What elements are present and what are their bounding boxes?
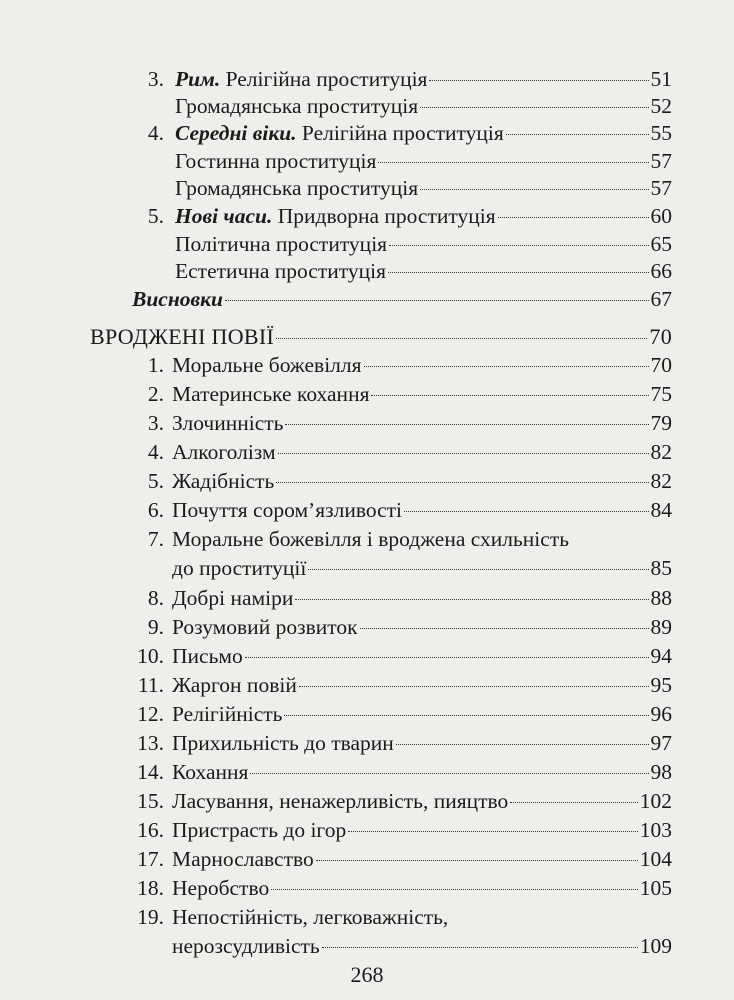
- dot-leader: [420, 107, 648, 108]
- toc-entry: [0, 757, 734, 787]
- toc-entry: [0, 118, 734, 148]
- entry-page: 57: [650, 149, 672, 173]
- toc-entry: [0, 256, 734, 286]
- entry-page: 55: [650, 121, 672, 145]
- entry-number: 17.: [137, 847, 164, 871]
- dot-leader: [299, 686, 649, 687]
- dot-leader: [308, 569, 648, 570]
- entry-number: 7.: [147, 527, 164, 551]
- toc-entry: [0, 173, 734, 203]
- entry-page: 75: [650, 382, 672, 406]
- entry-number: 3.: [147, 411, 164, 435]
- entry-number: 8.: [147, 586, 164, 610]
- entry-title-continuation: до проституції: [172, 556, 307, 580]
- entry-title: Прихильність до тварин: [172, 731, 394, 755]
- entry-title: Гостинна проституція: [175, 149, 377, 173]
- dot-leader: [510, 802, 637, 803]
- toc-entry: [0, 201, 734, 231]
- dot-leader: [271, 889, 638, 890]
- entry-page: 98: [650, 760, 672, 784]
- entry-page: 97: [650, 731, 672, 755]
- section-title: ВРОДЖЕНІ ПОВІЇ: [90, 324, 275, 349]
- entry-page: 52: [650, 94, 672, 118]
- section-page: 70: [649, 324, 672, 349]
- entry-emphasis: Нові часи.: [175, 204, 273, 228]
- entry-title: Непостійність, легковажність,: [172, 905, 449, 929]
- toc-entry: [0, 902, 734, 932]
- dot-leader: [250, 773, 648, 774]
- page-number: 268: [350, 962, 384, 987]
- toc-entry: [0, 583, 734, 613]
- entry-emphasis: Висновки: [132, 287, 223, 311]
- entry-number: 3.: [147, 67, 164, 91]
- dot-leader: [429, 80, 648, 81]
- toc-entry: [0, 524, 734, 554]
- entry-page: 65: [650, 232, 672, 256]
- entry-title: Пристрасть до ігор: [172, 818, 347, 842]
- toc-entry-continuation: [0, 931, 734, 961]
- toc-entry: [0, 408, 734, 438]
- entry-number: 6.: [147, 498, 164, 522]
- toc-entry: [0, 495, 734, 525]
- toc-entry: [0, 437, 734, 467]
- entry-title: Материнське кохання: [172, 382, 370, 406]
- dot-leader: [404, 511, 648, 512]
- toc-entry: [0, 699, 734, 729]
- entry-number: 11.: [137, 673, 164, 697]
- entry-page: 66: [650, 259, 672, 283]
- entry-page: 104: [639, 847, 672, 871]
- entry-title: Придворна проституція: [272, 204, 496, 228]
- entry-page: 102: [639, 789, 672, 813]
- entry-title: Жадібність: [172, 469, 275, 493]
- dot-leader: [348, 831, 638, 832]
- toc-entry: [0, 379, 734, 409]
- section-heading: [0, 322, 734, 352]
- entry-page: 82: [650, 469, 672, 493]
- toc-entry: [0, 815, 734, 845]
- dot-leader: [322, 947, 638, 948]
- entry-number: 1.: [147, 353, 164, 377]
- entry-title: Добрі наміри: [172, 586, 294, 610]
- toc-entry: [0, 612, 734, 642]
- dot-leader: [276, 482, 648, 483]
- entry-title: Моральне божевілля і вроджена схильність: [172, 527, 570, 551]
- toc-entry: [0, 229, 734, 259]
- entry-page: 94: [650, 644, 672, 668]
- dot-leader: [360, 628, 649, 629]
- entry-page: 85: [650, 556, 672, 580]
- toc-entry: [0, 466, 734, 496]
- entry-number: 10.: [137, 644, 164, 668]
- entry-emphasis: Рим.: [175, 67, 221, 91]
- entry-title: Релігійна проституція: [220, 67, 428, 91]
- toc-entry: [0, 64, 734, 94]
- dot-leader: [506, 134, 649, 135]
- entry-page: 105: [639, 876, 672, 900]
- toc-entry: [0, 786, 734, 816]
- dot-leader: [371, 395, 648, 396]
- entry-page: 51: [650, 67, 672, 91]
- entry-number: 9.: [147, 615, 164, 639]
- entry-title: Громадянська проституція: [175, 94, 419, 118]
- entry-page: 70: [650, 353, 672, 377]
- dot-leader: [295, 599, 648, 600]
- entry-number: 4.: [147, 121, 164, 145]
- entry-title: Кохання: [172, 760, 249, 784]
- entry-page: 88: [650, 586, 672, 610]
- toc-entry: [0, 844, 734, 874]
- dot-leader: [389, 245, 648, 246]
- entry-title: Злочинність: [172, 411, 284, 435]
- dot-leader: [498, 217, 649, 218]
- dot-leader: [388, 272, 649, 273]
- entry-page: 84: [650, 498, 672, 522]
- dot-leader: [396, 744, 649, 745]
- entry-page: 79: [650, 411, 672, 435]
- dot-leader: [316, 860, 638, 861]
- toc-entry: [0, 670, 734, 700]
- entry-number: 4.: [147, 440, 164, 464]
- dot-leader: [420, 189, 648, 190]
- entry-page: 96: [650, 702, 672, 726]
- entry-number: 14.: [137, 760, 164, 784]
- toc-entry: [0, 146, 734, 176]
- entry-page: 89: [650, 615, 672, 639]
- entry-number: 5.: [147, 204, 164, 228]
- entry-page: 67: [650, 287, 672, 311]
- entry-title: Письмо: [172, 644, 243, 668]
- entry-emphasis: Середні віки.: [175, 121, 297, 145]
- entry-title: Релігійність: [172, 702, 283, 726]
- entry-number: 18.: [137, 876, 164, 900]
- entry-page: 109: [639, 934, 672, 958]
- entry-page: 60: [650, 204, 672, 228]
- entry-title: Громадянська проституція: [175, 176, 419, 200]
- entry-title: Політична проституція: [175, 232, 388, 256]
- toc-entry: [0, 284, 734, 314]
- entry-number: 5.: [147, 469, 164, 493]
- entry-title: Естетична проституція: [175, 259, 386, 283]
- entry-number: 12.: [137, 702, 164, 726]
- toc-entry-continuation: [0, 553, 734, 583]
- toc-entry: [0, 641, 734, 671]
- entry-number: 15.: [137, 789, 164, 813]
- entry-number: 13.: [137, 731, 164, 755]
- entry-title: Алкоголізм: [172, 440, 276, 464]
- entry-number: 16.: [137, 818, 164, 842]
- dot-leader: [285, 424, 648, 425]
- dot-leader: [364, 366, 649, 367]
- entry-page: 82: [650, 440, 672, 464]
- entry-title: Неробство: [172, 876, 270, 900]
- entry-title: Почуття сором’язливості: [172, 498, 403, 522]
- entry-title: Моральне божевілля: [172, 353, 362, 377]
- toc-entry: [0, 873, 734, 903]
- toc-entry: [0, 350, 734, 380]
- dot-leader: [245, 657, 649, 658]
- entry-page: 57: [650, 176, 672, 200]
- entry-title: Розумовий розвиток: [172, 615, 358, 639]
- dot-leader: [378, 162, 648, 163]
- entry-number: 19.: [137, 905, 164, 929]
- dot-leader: [284, 715, 648, 716]
- entry-title: Марнославство: [172, 847, 314, 871]
- toc-entry: [0, 728, 734, 758]
- entry-title: Жаргон повій: [172, 673, 297, 697]
- toc-entry: [0, 91, 734, 121]
- dot-leader: [276, 338, 647, 339]
- entry-title: Релігійна проституція: [296, 121, 504, 145]
- dot-leader: [278, 453, 649, 454]
- dot-leader: [225, 300, 649, 301]
- entry-page: 103: [639, 818, 672, 842]
- entry-page: 95: [650, 673, 672, 697]
- entry-title: Ласування, ненажерливість, пияцтво: [172, 789, 509, 813]
- entry-number: 2.: [147, 382, 164, 406]
- entry-title-continuation: нерозсудливість: [172, 934, 320, 958]
